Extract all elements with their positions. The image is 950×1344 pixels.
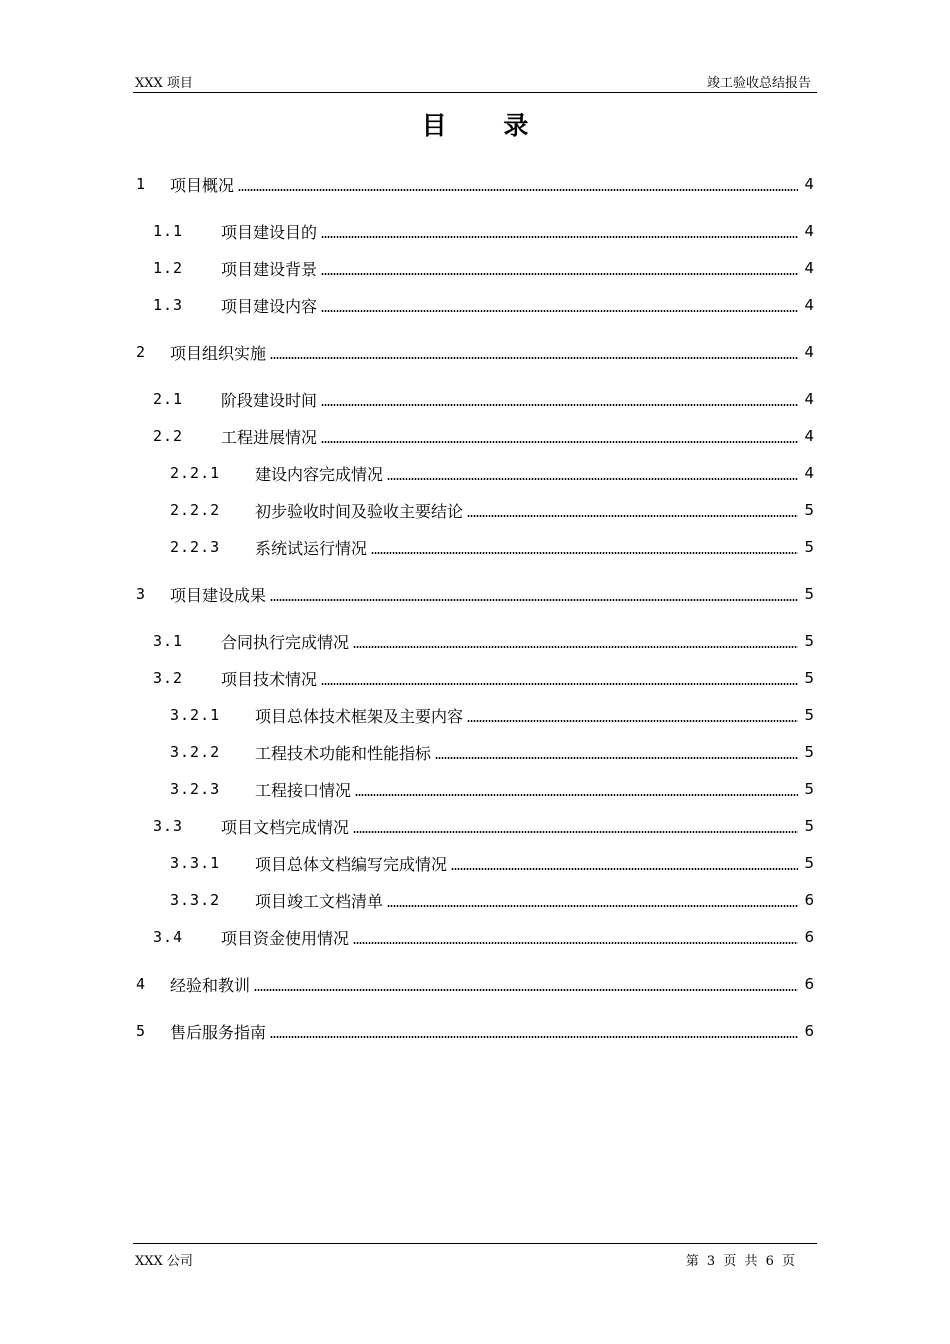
toc-entry-label: 项目建设成果 [170,585,267,605]
toc-entry-number: 2.1 [153,390,184,408]
toc-entry[interactable] [136,886,814,914]
toc-entry-number: 2 [136,343,147,361]
toc-entry-number: 1.2 [153,259,184,277]
toc-entry-page: 4 [804,175,814,193]
toc-entry[interactable] [136,533,814,561]
toc-entry-number: 3.2.3 [170,780,221,798]
page-header [133,70,817,93]
toc-entry-page: 6 [804,891,814,909]
toc-entry-page: 5 [804,669,814,687]
toc-dot-leader [353,942,798,944]
toc-entry-label: 经验和教训 [170,975,251,995]
toc-dot-leader [321,404,798,406]
toc-entry-label: 项目竣工文档清单 [255,891,384,911]
toc-entry-page: 5 [804,501,814,519]
toc-dot-leader [387,478,798,480]
toc-entry[interactable] [136,385,814,413]
toc-entry-label: 工程接口情况 [255,780,352,800]
toc-dot-leader [355,794,798,796]
toc-entry-number: 3.1 [153,632,184,650]
toc-entry-number: 3.3.2 [170,891,221,909]
toc-entry-label: 合同执行完成情况 [221,632,350,652]
toc-entry-number: 3.2.2 [170,743,221,761]
toc-entry-page: 5 [804,817,814,835]
toc-entry-number: 2.2.1 [170,464,221,482]
toc-entry-number: 3 [136,585,147,603]
toc-entry-label: 售后服务指南 [170,1022,267,1042]
toc-dot-leader [387,905,798,907]
toc-entry-number: 3.2.1 [170,706,221,724]
toc-entry-label: 项目文档完成情况 [221,817,350,837]
toc-dot-leader [238,189,798,191]
toc-entry[interactable] [136,170,814,198]
toc-entry-label: 项目建设背景 [221,259,318,279]
toc-entry[interactable] [136,496,814,524]
toc-entry[interactable] [136,217,814,245]
toc-title: 目 录 [421,111,553,140]
toc-dot-leader [254,989,798,991]
toc-entry[interactable] [136,291,814,319]
toc-entry-number: 3.2 [153,669,184,687]
toc-entry-label: 工程进展情况 [221,427,318,447]
toc-entry-page: 5 [804,854,814,872]
toc-entry-number: 4 [136,975,147,993]
toc-entry-label: 项目资金使用情况 [221,928,350,948]
toc-entry-page: 5 [804,585,814,603]
toc-entry[interactable] [136,812,814,840]
toc-entry-label: 项目建设目的 [221,222,318,242]
toc-dot-leader [435,757,798,759]
toc-entry-label: 系统试运行情况 [255,538,368,558]
toc-entry-label: 阶段建设时间 [221,390,318,410]
toc-entry[interactable] [136,701,814,729]
footer-company: XXX 公司 [135,1254,193,1269]
toc-dot-leader [321,310,798,312]
toc-entry-label: 建设内容完成情况 [255,464,384,484]
toc-entry[interactable] [136,627,814,655]
toc-entry-label: 项目总体文档编写完成情况 [255,854,448,874]
toc-entry[interactable] [136,422,814,450]
toc-entry-page: 6 [804,1022,814,1040]
toc-entry-label: 项目组织实施 [170,343,267,363]
toc-entry-page: 5 [804,780,814,798]
toc-entry-page: 6 [804,928,814,946]
toc-dot-leader [321,441,798,443]
toc-dot-leader [451,868,798,870]
toc-dot-leader [321,683,798,685]
toc-dot-leader [270,1036,798,1038]
toc-entry-number: 5 [136,1022,147,1040]
toc-dot-leader [467,720,798,722]
toc-entry[interactable] [136,1017,814,1045]
toc-entry[interactable] [136,580,814,608]
toc-entry-number: 1.1 [153,222,184,240]
toc-entry-label: 项目建设内容 [221,296,318,316]
toc-entry-page: 5 [804,706,814,724]
toc-dot-leader [353,646,798,648]
toc-entry-number: 2.2 [153,427,184,445]
toc-entry[interactable] [136,338,814,366]
toc-entry[interactable] [136,775,814,803]
toc-entry-label: 项目技术情况 [221,669,318,689]
toc-dot-leader [270,357,798,359]
toc-entry-page: 4 [804,464,814,482]
toc-entry-label: 项目总体技术框架及主要内容 [255,706,464,726]
toc-entry[interactable] [136,738,814,766]
toc-entry-label: 工程技术功能和性能指标 [255,743,432,763]
toc-dot-leader [321,273,798,275]
toc-entry[interactable] [136,970,814,998]
page-footer [133,1243,817,1269]
toc-entry-label: 初步验收时间及验收主要结论 [255,501,464,521]
toc-dot-leader [353,831,798,833]
toc-entry-page: 4 [804,343,814,361]
toc-entry-page: 4 [804,296,814,314]
toc-entry[interactable] [136,923,814,951]
toc-dot-leader [467,515,798,517]
footer-page-number: 第 3 页 共 6 页 [685,1254,795,1269]
toc-entry[interactable] [136,849,814,877]
toc-dot-leader [321,236,798,238]
toc-entry-page: 4 [804,222,814,240]
toc-entry-page: 4 [804,390,814,408]
toc-entry-page: 5 [804,632,814,650]
toc-entry-page: 5 [804,538,814,556]
toc-entry[interactable] [136,254,814,282]
toc-dot-leader [270,599,798,601]
toc-entry-number: 2.2.3 [170,538,221,556]
toc-entry-number: 3.3.1 [170,854,221,872]
toc-entry-number: 3.3 [153,817,184,835]
toc-entry-page: 6 [804,975,814,993]
toc-entry-label: 项目概况 [170,175,235,195]
header-project-name: XXX 项目 [135,76,193,91]
toc-entry[interactable] [136,459,814,487]
toc-entry-page: 4 [804,427,814,445]
toc-entry-number: 3.4 [153,928,184,946]
toc-entry-page: 5 [804,743,814,761]
toc-entry-page: 4 [804,259,814,277]
toc-dot-leader [371,552,798,554]
toc-entry[interactable] [136,664,814,692]
toc-entry-number: 1.3 [153,296,184,314]
toc-entry-number: 1 [136,175,147,193]
header-report-title: 竣工验收总结报告 [706,76,811,91]
toc-entry-number: 2.2.2 [170,501,221,519]
